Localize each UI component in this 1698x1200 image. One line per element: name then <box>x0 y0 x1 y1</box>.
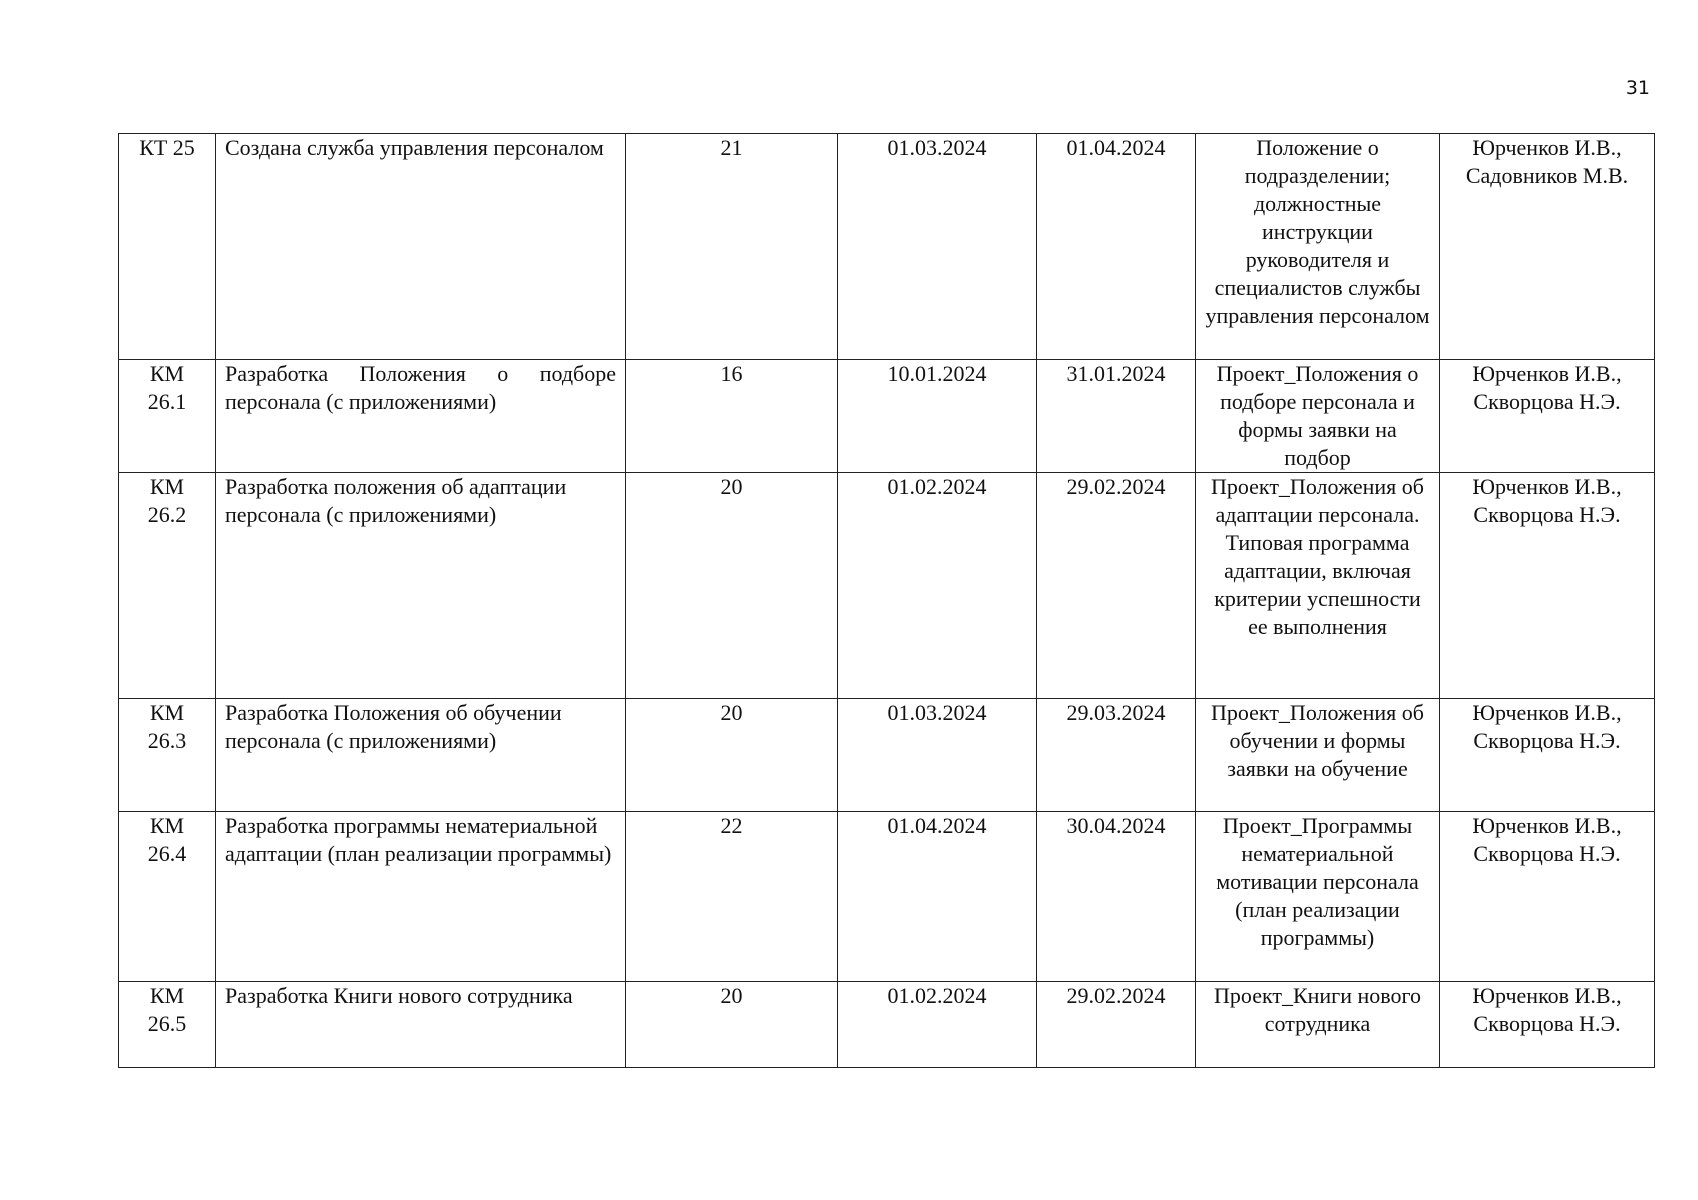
row-result: Положение о подразделении; должностные инструкции руководителя и специалистов службы управления персоналом <box>1196 134 1440 360</box>
row-start-date: 01.03.2024 <box>838 699 1037 812</box>
row-days: 20 <box>626 699 838 812</box>
row-end-date: 31.01.2024 <box>1037 360 1196 473</box>
row-start-date: 01.02.2024 <box>838 473 1037 699</box>
row-code: КМ 26.4 <box>119 812 216 982</box>
row-end-date: 29.02.2024 <box>1037 473 1196 699</box>
row-days: 20 <box>626 473 838 699</box>
row-code: КТ 25 <box>119 134 216 360</box>
row-result: Проект_Программы нематериальной мотивации персонала (план реализации программы) <box>1196 812 1440 982</box>
table-row <box>119 360 1655 473</box>
row-start-date: 01.02.2024 <box>838 982 1037 1068</box>
row-result: Проект_Положения об адаптации персонала. Типовая программа адаптации, включая критерии успешности ее выполнения <box>1196 473 1440 699</box>
row-code: КМ 26.2 <box>119 473 216 699</box>
table-row <box>119 699 1655 812</box>
row-result: Проект_Положения об обучении и формы заявки на обучение <box>1196 699 1440 812</box>
row-code: КМ 26.3 <box>119 699 216 812</box>
row-responsible: Юрченков И.В., Скворцова Н.Э. <box>1440 812 1655 982</box>
table-row <box>119 473 1655 699</box>
table-row <box>119 812 1655 982</box>
row-name: Разработка Положения о подборе персонала (с приложениями) <box>216 360 626 473</box>
row-end-date: 29.03.2024 <box>1037 699 1196 812</box>
row-start-date: 01.03.2024 <box>838 134 1037 360</box>
table-row <box>119 134 1655 360</box>
row-name: Разработка положения об адаптации персонала (с приложениями) <box>216 473 626 699</box>
row-responsible: Юрченков И.В., Скворцова Н.Э. <box>1440 699 1655 812</box>
row-end-date: 01.04.2024 <box>1037 134 1196 360</box>
row-end-date: 29.02.2024 <box>1037 982 1196 1068</box>
page-number: 31 <box>1625 77 1650 99</box>
row-name: Создана служба управления персоналом <box>216 134 626 360</box>
plan-table <box>118 133 1655 1068</box>
row-start-date: 01.04.2024 <box>838 812 1037 982</box>
row-end-date: 30.04.2024 <box>1037 812 1196 982</box>
row-name: Разработка Положения об обучении персонала (с приложениями) <box>216 699 626 812</box>
row-days: 20 <box>626 982 838 1068</box>
row-days: 22 <box>626 812 838 982</box>
row-days: 16 <box>626 360 838 473</box>
row-result: Проект_Книги нового сотрудника <box>1196 982 1440 1068</box>
row-responsible: Юрченков И.В., Скворцова Н.Э. <box>1440 982 1655 1068</box>
row-name: Разработка программы нематериальной адаптации (план реализации программы) <box>216 812 626 982</box>
row-code: КМ 26.5 <box>119 982 216 1068</box>
row-name: Разработка Книги нового сотрудника <box>216 982 626 1068</box>
row-result: Проект_Положения о подборе персонала и формы заявки на подбор <box>1196 360 1440 473</box>
row-responsible: Юрченков И.В., Садовников М.В. <box>1440 134 1655 360</box>
row-code: КМ 26.1 <box>119 360 216 473</box>
row-days: 21 <box>626 134 838 360</box>
row-responsible: Юрченков И.В., Скворцова Н.Э. <box>1440 360 1655 473</box>
row-responsible: Юрченков И.В., Скворцова Н.Э. <box>1440 473 1655 699</box>
table-row <box>119 982 1655 1068</box>
row-start-date: 10.01.2024 <box>838 360 1037 473</box>
